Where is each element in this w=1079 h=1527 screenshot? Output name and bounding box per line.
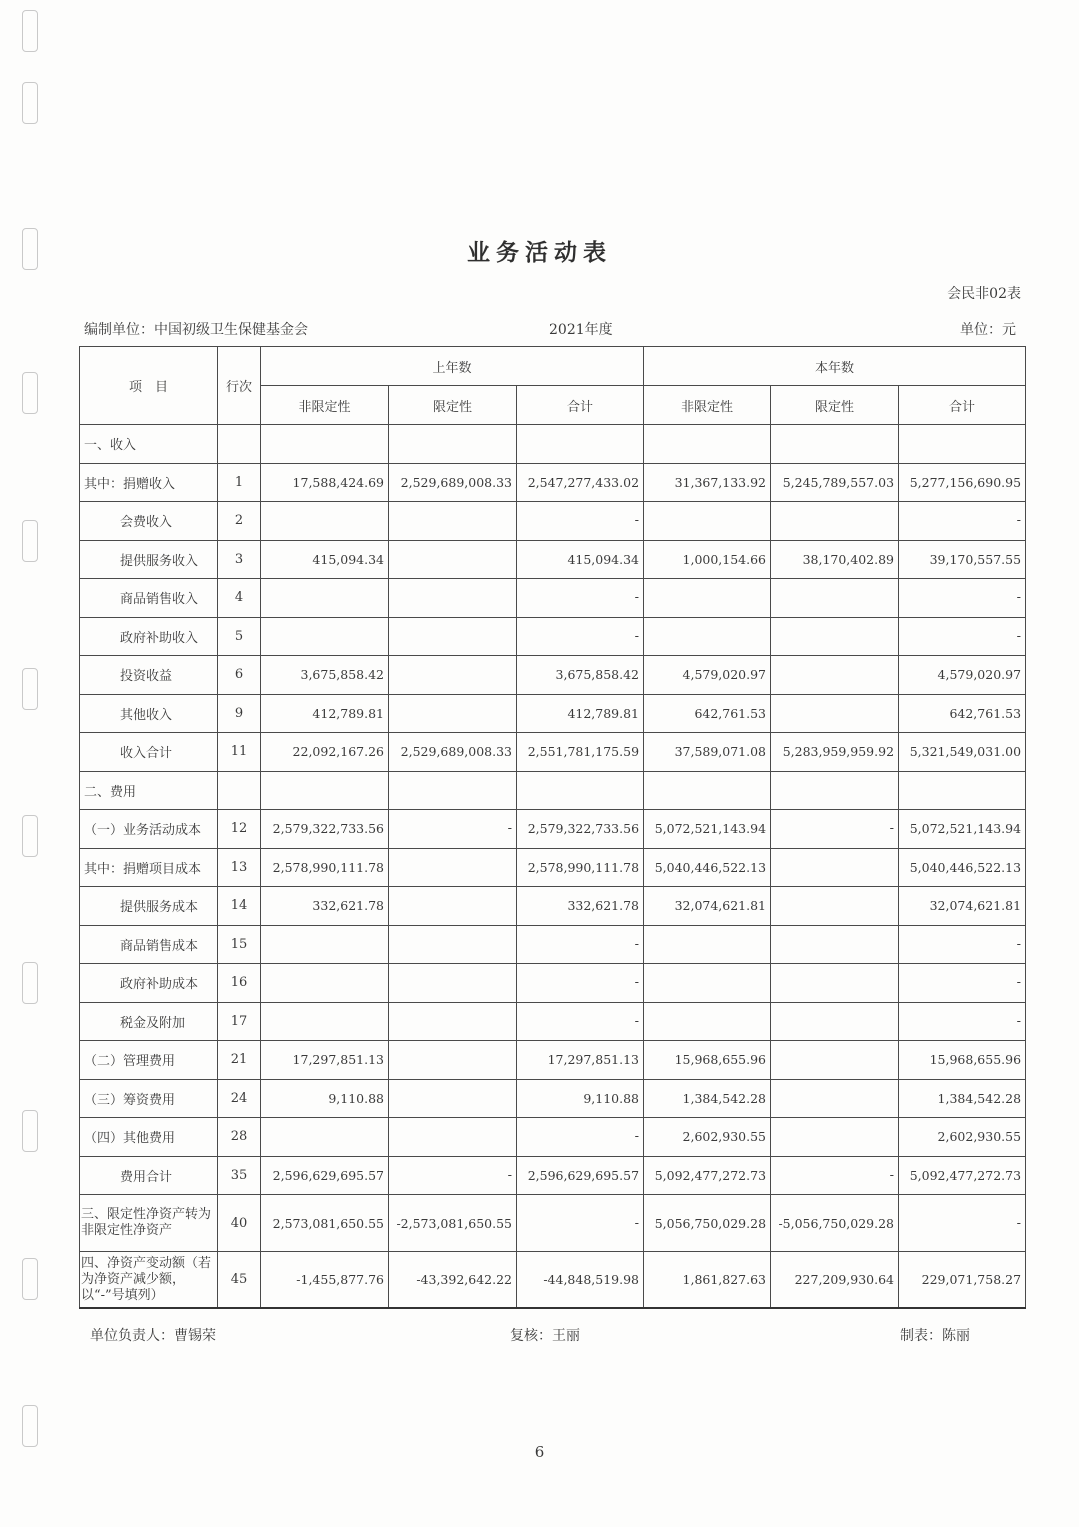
cell: 5,072,521,143.94 [644, 810, 771, 849]
cell: 2,579,322,733.56 [517, 810, 644, 849]
cell: 5,040,446,522.13 [644, 848, 771, 887]
binder-hole [22, 1110, 38, 1152]
report-year: 2021年度 [549, 322, 613, 338]
row-item: （一）业务活动成本 [80, 810, 218, 849]
row-item: 三、限定性净资产转为非限定性净资产 [80, 1195, 218, 1252]
row-no: 14 [218, 887, 261, 926]
cell [389, 887, 517, 926]
row-no: 15 [218, 925, 261, 964]
table-row [80, 848, 1026, 887]
table-row [80, 1002, 1026, 1041]
binder-hole [22, 1405, 38, 1447]
cell [261, 1002, 389, 1041]
cell: 5,056,750,029.28 [644, 1195, 771, 1252]
row-no: 12 [218, 810, 261, 849]
row-no: 3 [218, 540, 261, 579]
row-item: （二）管理费用 [80, 1041, 218, 1080]
cell: 2,578,990,111.78 [517, 848, 644, 887]
cell: 2,529,689,008.33 [389, 463, 517, 502]
cell [261, 617, 389, 656]
cell: - [899, 579, 1026, 618]
cell: - [517, 1195, 644, 1252]
row-no: 35 [218, 1156, 261, 1195]
row-no: 13 [218, 848, 261, 887]
table-row [80, 502, 1026, 541]
cell: - [517, 1002, 644, 1041]
cell: 2,602,930.55 [899, 1118, 1026, 1157]
row-item: 提供服务收入 [80, 540, 218, 579]
cell: 15,968,655.96 [899, 1041, 1026, 1080]
cell: 32,074,621.81 [644, 887, 771, 926]
cell: 2,578,990,111.78 [261, 848, 389, 887]
cell [261, 964, 389, 1003]
row-item: 税金及附加 [80, 1002, 218, 1041]
cell: 1,861,827.63 [644, 1252, 771, 1309]
row-no: 5 [218, 617, 261, 656]
header-this-year: 本年数 [644, 347, 1026, 386]
row-item: 提供服务成本 [80, 887, 218, 926]
row-item: 投资收益 [80, 656, 218, 695]
cell: 39,170,557.55 [899, 540, 1026, 579]
cell [261, 502, 389, 541]
cell: 3,675,858.42 [517, 656, 644, 695]
cell [517, 771, 644, 810]
cell [389, 848, 517, 887]
cell: 2,602,930.55 [644, 1118, 771, 1157]
row-no: 40 [218, 1195, 261, 1252]
unit-head: 单位负责人：曹锡荣 [90, 1328, 216, 1344]
row-item: （四）其他费用 [80, 1118, 218, 1157]
cell [389, 502, 517, 541]
cell: - [517, 964, 644, 1003]
cell: 5,245,789,557.03 [771, 463, 899, 502]
row-no: 1 [218, 463, 261, 502]
currency-unit: 单位：元 [960, 322, 1016, 338]
table-row [80, 656, 1026, 695]
cell: 4,579,020.97 [899, 656, 1026, 695]
cell [771, 656, 899, 695]
cell: - [517, 925, 644, 964]
cell: 17,297,851.13 [261, 1041, 389, 1080]
cell: - [899, 1195, 1026, 1252]
cell: 5,277,156,690.95 [899, 463, 1026, 502]
cell: 1,384,542.28 [644, 1079, 771, 1118]
cell [389, 1041, 517, 1080]
cell: 17,297,851.13 [517, 1041, 644, 1080]
cell [389, 656, 517, 695]
cell: 15,968,655.96 [644, 1041, 771, 1080]
table-row [80, 425, 1026, 464]
binder-hole [22, 1258, 38, 1300]
cell: 412,789.81 [517, 694, 644, 733]
cell: 227,209,930.64 [771, 1252, 899, 1309]
cell: - [899, 964, 1026, 1003]
cell [644, 579, 771, 618]
cell: 642,761.53 [644, 694, 771, 733]
cell: 3,675,858.42 [261, 656, 389, 695]
cell: 2,579,322,733.56 [261, 810, 389, 849]
cell: 5,283,959,959.92 [771, 733, 899, 772]
cell: 4,579,020.97 [644, 656, 771, 695]
header-this-total: 合计 [899, 386, 1026, 425]
cell: 229,071,758.27 [899, 1252, 1026, 1309]
cell [389, 694, 517, 733]
cell: 2,547,277,433.02 [517, 463, 644, 502]
cell [644, 425, 771, 464]
row-item: 商品销售成本 [80, 925, 218, 964]
cell [389, 579, 517, 618]
row-no: 4 [218, 579, 261, 618]
table-row [80, 810, 1026, 849]
cell [644, 964, 771, 1003]
cell [389, 617, 517, 656]
table-row [80, 771, 1026, 810]
cell: - [517, 502, 644, 541]
cell [389, 1079, 517, 1118]
table-row [80, 964, 1026, 1003]
table-row [80, 733, 1026, 772]
table-row [80, 540, 1026, 579]
cell [389, 925, 517, 964]
binder-hole [22, 668, 38, 710]
signature-line [90, 1325, 970, 1347]
cell [389, 1002, 517, 1041]
preparer: 制表：陈丽 [900, 1328, 970, 1344]
cell: 5,040,446,522.13 [899, 848, 1026, 887]
cell: 38,170,402.89 [771, 540, 899, 579]
row-item: 商品销售收入 [80, 579, 218, 618]
cell [261, 771, 389, 810]
row-no: 45 [218, 1252, 261, 1309]
cell: 2,596,629,695.57 [261, 1156, 389, 1195]
cell [771, 694, 899, 733]
cell: -1,455,877.76 [261, 1252, 389, 1309]
cell: 9,110.88 [517, 1079, 644, 1118]
row-no: 11 [218, 733, 261, 772]
cell [389, 771, 517, 810]
cell: - [771, 1156, 899, 1195]
cell [644, 925, 771, 964]
cell: 22,092,167.26 [261, 733, 389, 772]
cell [771, 425, 899, 464]
binder-hole [22, 520, 38, 562]
form-code: 会民非02表 [947, 286, 1021, 302]
cell [771, 964, 899, 1003]
header-prev-restricted: 限定性 [389, 386, 517, 425]
cell: -43,392,642.22 [389, 1252, 517, 1309]
cell: 332,621.78 [517, 887, 644, 926]
cell: -44,848,519.98 [517, 1252, 644, 1309]
cell: - [899, 617, 1026, 656]
row-item: 政府补助收入 [80, 617, 218, 656]
cell [389, 964, 517, 1003]
binder-hole [22, 962, 38, 1004]
row-item: 其中：捐赠项目成本 [80, 848, 218, 887]
cell [644, 1002, 771, 1041]
header-this-unrestricted: 非限定性 [644, 386, 771, 425]
cell [771, 1118, 899, 1157]
cell: 9,110.88 [261, 1079, 389, 1118]
cell [389, 425, 517, 464]
page-number: 6 [534, 1443, 545, 1461]
row-no: 6 [218, 656, 261, 695]
cell [771, 617, 899, 656]
cell: - [389, 810, 517, 849]
row-no: 2 [218, 502, 261, 541]
header-this-restricted: 限定性 [771, 386, 899, 425]
table-row [80, 1041, 1026, 1080]
binder-hole [22, 815, 38, 857]
cell: -5,056,750,029.28 [771, 1195, 899, 1252]
cell: - [517, 1118, 644, 1157]
header-item: 项 目 [80, 347, 218, 425]
cell [261, 925, 389, 964]
cell: 332,621.78 [261, 887, 389, 926]
header-prev-total: 合计 [517, 386, 644, 425]
binder-hole [22, 10, 38, 52]
cell [261, 425, 389, 464]
cell [771, 771, 899, 810]
row-no: 21 [218, 1041, 261, 1080]
cell [644, 617, 771, 656]
cell: 37,589,071.08 [644, 733, 771, 772]
report-meta [84, 319, 1020, 341]
cell: -2,573,081,650.55 [389, 1195, 517, 1252]
cell: 5,321,549,031.00 [899, 733, 1026, 772]
cell [771, 1041, 899, 1080]
row-item: 四、净资产变动额（若为净资产减少额，以“-”号填列） [80, 1252, 218, 1309]
row-item: 收入合计 [80, 733, 218, 772]
activity-statement-table [79, 346, 1026, 1309]
cell: 2,551,781,175.59 [517, 733, 644, 772]
cell: - [899, 1002, 1026, 1041]
row-item: 一、收入 [80, 425, 218, 464]
cell [771, 579, 899, 618]
cell: 415,094.34 [261, 540, 389, 579]
cell: 32,074,621.81 [899, 887, 1026, 926]
cell [261, 1118, 389, 1157]
table-row [80, 694, 1026, 733]
header-row-no: 行次 [218, 347, 261, 425]
table-row [80, 925, 1026, 964]
cell: 5,092,477,272.73 [644, 1156, 771, 1195]
table-row [80, 1118, 1026, 1157]
binder-hole [22, 82, 38, 124]
cell: 17,588,424.69 [261, 463, 389, 502]
cell [771, 1079, 899, 1118]
cell: - [771, 810, 899, 849]
cell [771, 1002, 899, 1041]
cell: 642,761.53 [899, 694, 1026, 733]
row-no: 16 [218, 964, 261, 1003]
binder-hole [22, 372, 38, 414]
row-no: 24 [218, 1079, 261, 1118]
cell: 412,789.81 [261, 694, 389, 733]
table-row [80, 1079, 1026, 1118]
row-item: 会费收入 [80, 502, 218, 541]
cell: - [899, 925, 1026, 964]
table-row [80, 1156, 1026, 1195]
cell [771, 887, 899, 926]
cell: 415,094.34 [517, 540, 644, 579]
cell [389, 1118, 517, 1157]
row-item: 二、费用 [80, 771, 218, 810]
row-no [218, 771, 261, 810]
cell: - [517, 617, 644, 656]
cell [771, 848, 899, 887]
cell [644, 502, 771, 541]
cell: 2,529,689,008.33 [389, 733, 517, 772]
row-item: 费用合计 [80, 1156, 218, 1195]
cell: 5,092,477,272.73 [899, 1156, 1026, 1195]
table-row [80, 1195, 1026, 1252]
cell [644, 771, 771, 810]
table-row [80, 1252, 1026, 1309]
table-row [80, 579, 1026, 618]
header-prev-year: 上年数 [261, 347, 644, 386]
cell: 1,000,154.66 [644, 540, 771, 579]
document-title: 业务活动表 [467, 239, 612, 266]
row-item: 政府补助成本 [80, 964, 218, 1003]
row-no: 17 [218, 1002, 261, 1041]
row-no [218, 425, 261, 464]
cell: 31,367,133.92 [644, 463, 771, 502]
cell [389, 540, 517, 579]
cell [261, 579, 389, 618]
row-no: 9 [218, 694, 261, 733]
cell [899, 425, 1026, 464]
row-item: 其他收入 [80, 694, 218, 733]
table-row [80, 887, 1026, 926]
header-prev-unrestricted: 非限定性 [261, 386, 389, 425]
reviewer: 复核：王丽 [510, 1328, 580, 1344]
cell: - [389, 1156, 517, 1195]
cell: 5,072,521,143.94 [899, 810, 1026, 849]
preparing-org: 编制单位：中国初级卫生保健基金会 [84, 322, 308, 338]
cell: - [899, 502, 1026, 541]
row-no: 28 [218, 1118, 261, 1157]
cell [899, 771, 1026, 810]
cell: 2,573,081,650.55 [261, 1195, 389, 1252]
cell [771, 925, 899, 964]
table-row [80, 617, 1026, 656]
cell: 1,384,542.28 [899, 1079, 1026, 1118]
cell: 2,596,629,695.57 [517, 1156, 644, 1195]
row-item: （三）筹资费用 [80, 1079, 218, 1118]
row-item: 其中：捐赠收入 [80, 463, 218, 502]
table-row [80, 463, 1026, 502]
cell [517, 425, 644, 464]
cell: - [517, 579, 644, 618]
cell [771, 502, 899, 541]
